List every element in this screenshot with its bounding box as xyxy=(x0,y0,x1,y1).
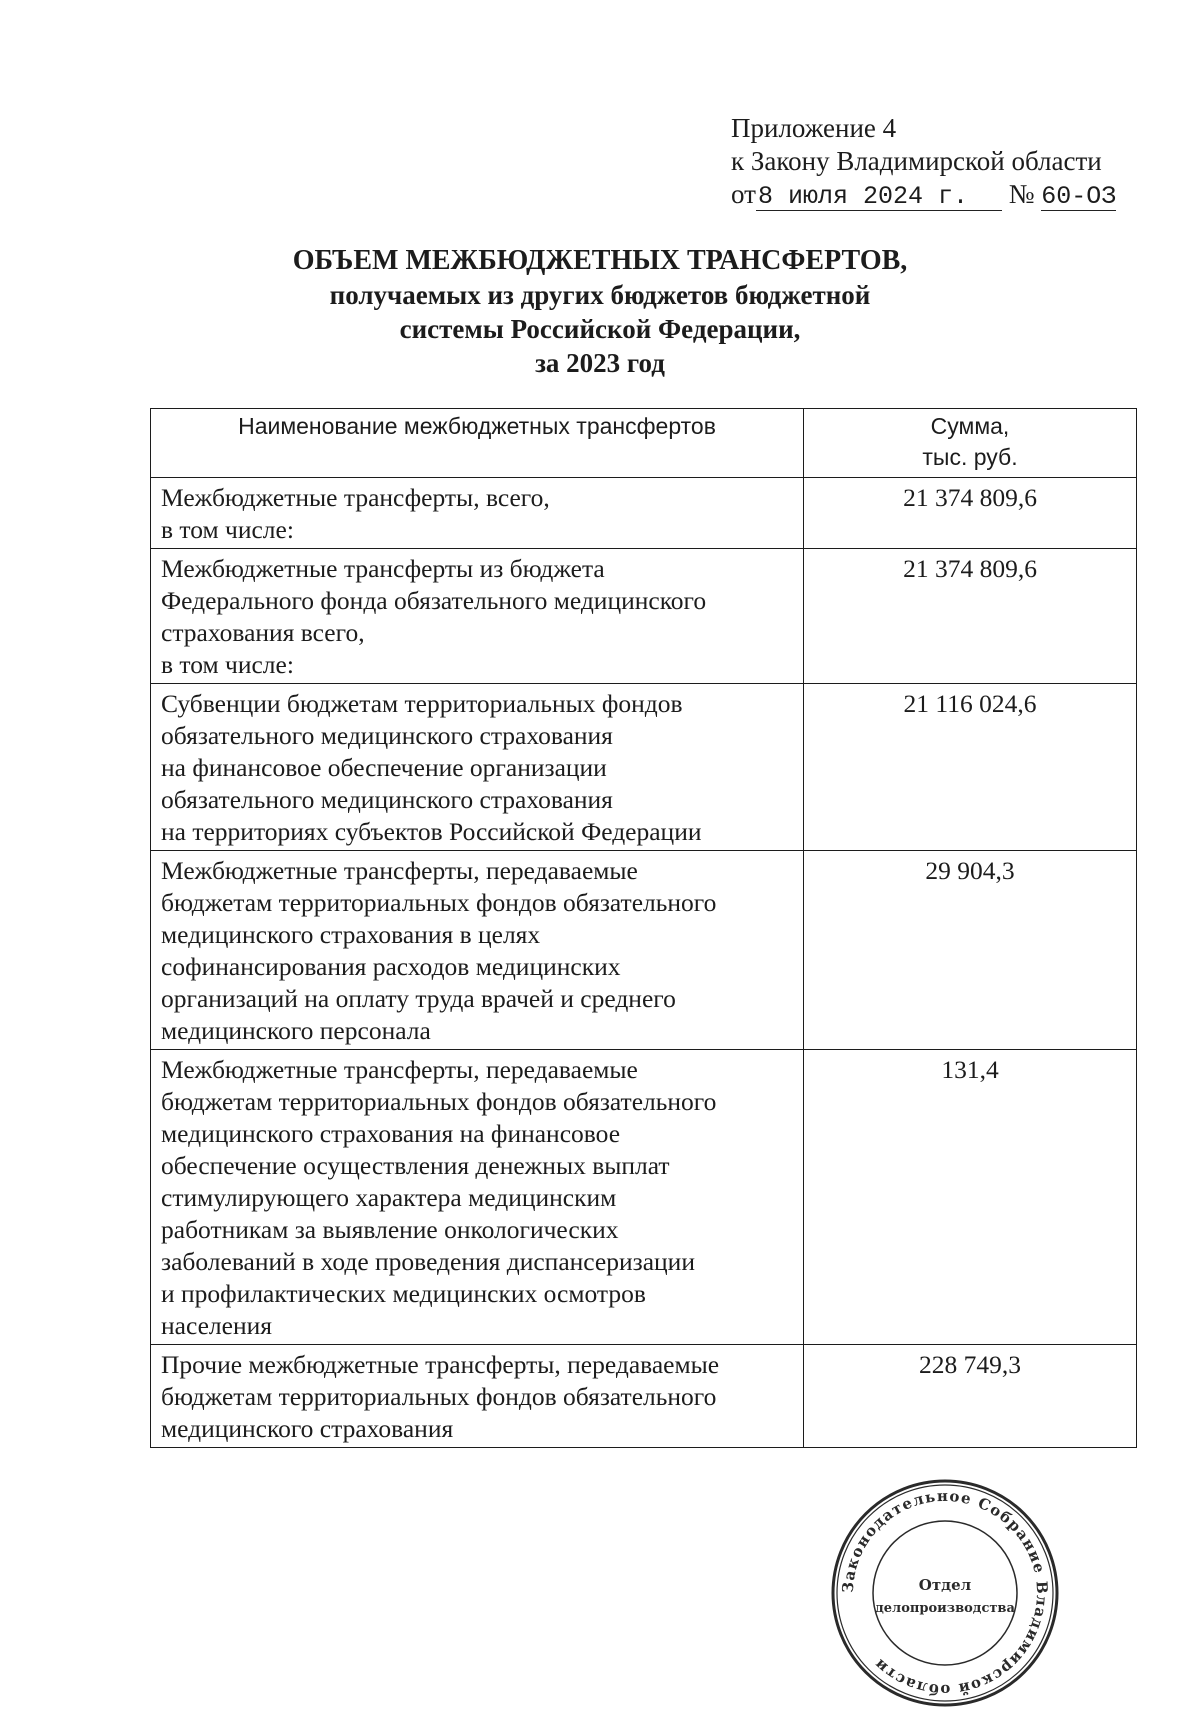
transfer-name-line: в том числе: xyxy=(161,515,294,544)
date-prefix: от xyxy=(731,179,756,209)
law-date: 8 июля 2024 г. xyxy=(756,183,1002,211)
title-line-1: ОБЪЕМ МЕЖБЮДЖЕТНЫХ ТРАНСФЕРТОВ, xyxy=(292,245,908,276)
transfer-name-cell xyxy=(151,1345,804,1448)
document-title xyxy=(150,244,1050,380)
seal-center-line-1: Отдел xyxy=(918,1576,972,1594)
transfer-name-line: медицинского страхования xyxy=(161,1414,454,1443)
header-name: Наименование межбюджетных трансфертов xyxy=(151,409,804,478)
transfer-name-line: бюджетам территориальных фондов обязательного xyxy=(161,1087,717,1116)
seal-ring-text: Законодательное Собрание Владимирской области xyxy=(838,1486,1052,1700)
table-body xyxy=(151,478,1137,1448)
transfer-name-line: работникам за выявление онкологических xyxy=(161,1215,619,1244)
transfer-name-line: медицинского персонала xyxy=(161,1016,431,1045)
appendix-header xyxy=(731,112,1116,211)
transfer-name-line: обязательного медицинского страхования xyxy=(161,721,613,750)
transfer-name-line: бюджетам территориальных фондов обязательного xyxy=(161,1382,717,1411)
transfer-name-line: Федерального фонда обязательного медицинского xyxy=(161,586,707,615)
transfer-name-line: медицинского страхования в целях xyxy=(161,920,541,949)
transfer-name-line: Межбюджетные трансферты из бюджета xyxy=(161,554,605,583)
table-row xyxy=(151,684,1137,851)
table-row xyxy=(151,478,1137,549)
transfer-name-line: Субвенции бюджетам территориальных фондов xyxy=(161,689,683,718)
transfer-name-line: и профилактических медицинских осмотров xyxy=(161,1279,646,1308)
seal-center-line-2: делопроизводства xyxy=(875,1601,1015,1616)
transfer-name-line: обязательного медицинского страхования xyxy=(161,785,613,814)
transfer-name-line: Межбюджетные трансферты, передаваемые xyxy=(161,1055,638,1084)
transfer-name-line: стимулирующего характера медицинским xyxy=(161,1183,617,1212)
transfer-amount-cell: 228 749,3 xyxy=(804,1345,1137,1448)
table-header-row xyxy=(151,409,1137,478)
table-row xyxy=(151,1345,1137,1448)
transfer-name-cell xyxy=(151,851,804,1050)
header-sum-line-2: тыс. руб. xyxy=(922,444,1018,470)
number-prefix: № xyxy=(1008,179,1035,209)
transfer-name-cell xyxy=(151,684,804,851)
transfer-name-line: Прочие межбюджетные трансферты, передаваемые xyxy=(161,1350,720,1379)
law-number: 60-ОЗ xyxy=(1041,182,1117,211)
transfer-name-cell xyxy=(151,1050,804,1345)
transfers-table xyxy=(150,408,1137,1448)
transfer-name-line: в том числе: xyxy=(161,650,294,679)
transfer-name-line: медицинского страхования на финансовое xyxy=(161,1119,621,1148)
header-sum-line-1: Сумма, xyxy=(930,413,1010,439)
transfer-name-line: Межбюджетные трансферты, передаваемые xyxy=(161,856,638,885)
transfer-name-line: на финансовое обеспечение организации xyxy=(161,753,607,782)
header-sum xyxy=(804,409,1137,478)
title-line-4: за 2023 год xyxy=(535,348,665,378)
transfer-name-line: заболеваний в ходе проведения диспансеризации xyxy=(161,1247,695,1276)
transfer-name-line: обеспечение осуществления денежных выплат xyxy=(161,1151,670,1180)
title-line-2: получаемых из других бюджетов бюджетной xyxy=(329,280,871,310)
transfer-name-line: населения xyxy=(161,1311,272,1340)
transfer-amount-cell: 29 904,3 xyxy=(804,851,1137,1050)
transfer-name-line: на территориях субъектов Российской Федерации xyxy=(161,817,702,846)
title-line-3: системы Российской Федерации, xyxy=(399,314,801,344)
table-row xyxy=(151,851,1137,1050)
appendix-number: Приложение 4 xyxy=(731,113,897,143)
appendix-law-ref: к Закону Владимирской области xyxy=(731,146,1102,176)
official-seal xyxy=(830,1478,1060,1708)
transfer-amount-cell: 21 374 809,6 xyxy=(804,549,1137,684)
table-row xyxy=(151,549,1137,684)
transfer-amount-cell: 131,4 xyxy=(804,1050,1137,1345)
transfer-amount-cell: 21 116 024,6 xyxy=(804,684,1137,851)
transfer-name-cell xyxy=(151,478,804,549)
transfer-name-line: софинансирования расходов медицинских xyxy=(161,952,621,981)
transfer-amount-cell: 21 374 809,6 xyxy=(804,478,1137,549)
transfer-name-line: страхования всего, xyxy=(161,618,365,647)
transfer-name-line: организаций на оплату труда врачей и среднего xyxy=(161,984,676,1013)
appendix-date-line xyxy=(731,178,1116,211)
transfer-name-line: Межбюджетные трансферты, всего, xyxy=(161,483,550,512)
table-row xyxy=(151,1050,1137,1345)
transfer-name-cell xyxy=(151,549,804,684)
transfer-name-line: бюджетам территориальных фондов обязательного xyxy=(161,888,717,917)
